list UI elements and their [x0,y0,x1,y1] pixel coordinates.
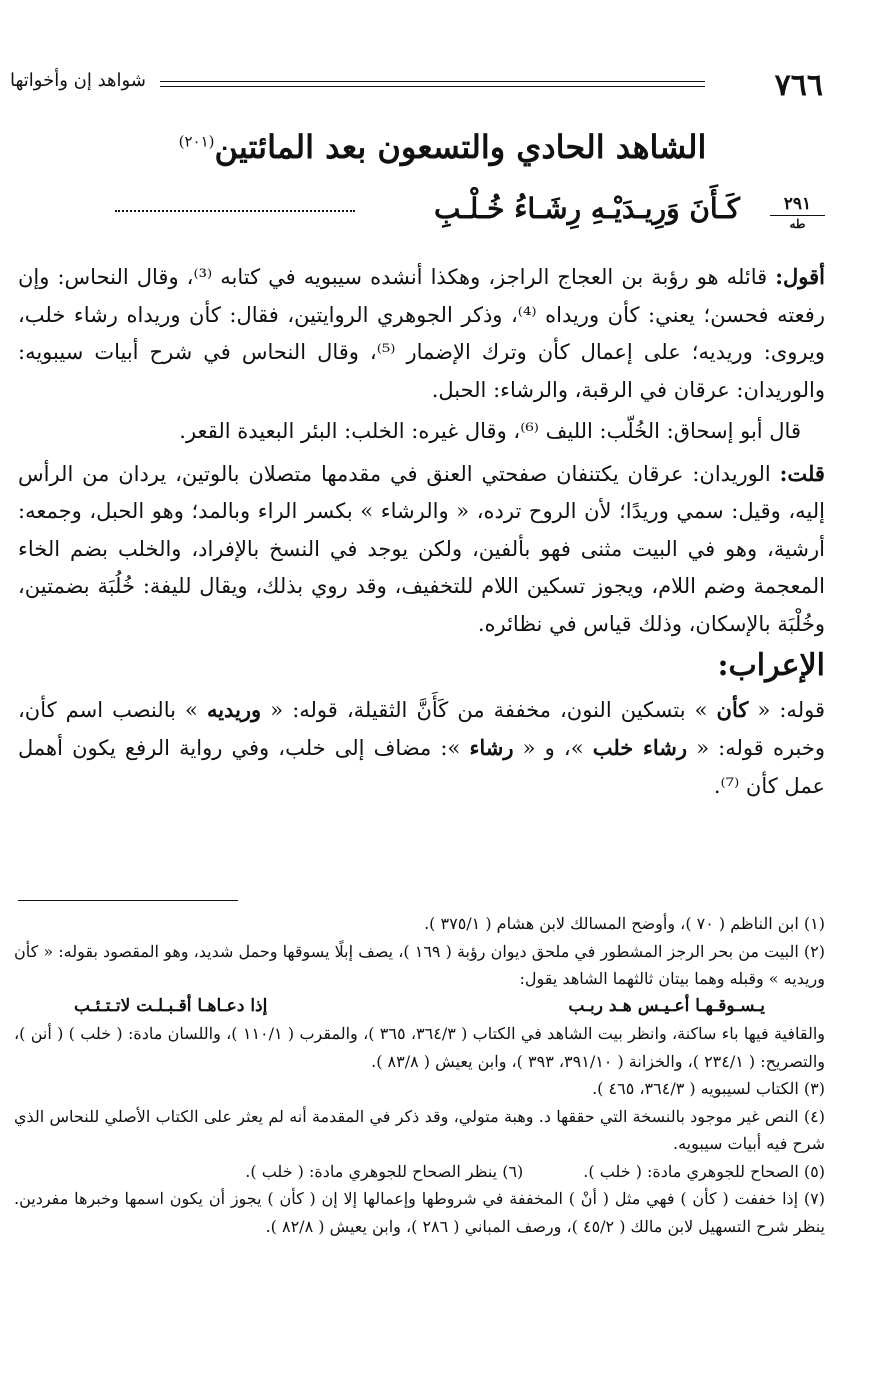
verse-number-box [770,194,825,231]
footnote: (٧) إذا خففت ( كأن ) فهي مثل ( أنْ ) المخففة في شروطها وإعمالها إلا إن ( كأن ) يجوز أن يكون اسمها وخبرها مفردين. ينظر شرح التسهيل لابن مالك ( ٤٥/٢ )، ورصف المباني ( ٢٨٦ )، وابن يعيش ( ٨٢/٨ ). [14,1189,825,1236]
text-run: » بالنصب اسم كأن، وخبره قوله: « [18,697,825,760]
verse-line [95,192,825,240]
footnote-verse [14,993,825,1021]
running-header [10,68,823,108]
bold-term: رشاء خلب [592,735,688,760]
footnote-verse-second-hemistich: إذا دعـاهـا أقـبـلـت لاتـتـئـب [74,995,268,1016]
footnote-separator [18,900,238,901]
header-rule [160,86,705,87]
paragraph-text: الوريدان: عرقان يكتنفان صفحتي العنق في مقدمها متصلان بالوتين، يردان من الرأس إليه، وقيل: سمي وريدًا؛ لأن الروح ترده، « والرشاء » بكسر الراء وبالمد؛ وهو الحبل، وجمعه: أرشية، وهو في البيت مثنى فهو بألفين، ولكن يوجد في النسخ بالإفراد، والخلب بضم الخاء المعجمة وضم اللام، ويجوز تسكين اللام للتخفيف، وقد روي بذلك، ويقال لليفة: خُلُبَة بضمتين، وخُلْبَة بالإسكان، وذلك قياس في نظائره. [18,461,825,636]
verse-text: كَـأَنَ وَرِيـدَيْـهِ رِشَـاءُ خُـلْـبِ [434,192,740,225]
footnotes [14,910,825,1240]
chapter-title [0,128,885,166]
verse-number: ٢٩١ [783,194,812,214]
text-run: قوله: « [748,697,825,722]
footnote: والقافية فيها باء ساكنة، وانظر بيت الشاهد في الكتاب ( ٣٦٤/٣، ٣٦٥ )، والمقرب ( ١١٠/١ )، واللسان مادة: ( خلب ) ( أنن )، والتصريح: ( ٢٣٤/١ )، والخزانة ( ٣٩١/١٠، ٣٩٣ )، وابن يعيش ( ٨٣/٨ ). [14,1024,826,1071]
paragraph [18,455,825,644]
page-number: ٧٦٦ [774,68,823,103]
paragraph-text: قائله هو رؤبة بن العجاج الراجز، وهكذا أنشده سيبويه في كتابه ⁽³⁾، وقال النحاس: وإن رفعته فحسن؛ يعني: كأن وريداه ⁽⁴⁾، وذكر الجوهري الروايتين، فقال: كأن وريداه رشاء خلب، ويروى: وريديه؛ على إعمال كأن وترك الإضمار ⁽⁵⁾، وقال النحاس في شرح أبيات سيبويه: والوريدان: عرقان في الرقبة، والرشاء: الحبل. [18,265,825,402]
verse-dotted-line [115,210,355,212]
chapter-footnote-ref: (٢٠١) [178,132,215,151]
footnote-row [14,1158,825,1186]
footnote: (٥) الصحاح للجوهري مادة: ( خلب ). [583,1161,825,1181]
running-title: شواهد إن وأخواتها [10,70,146,91]
text-run: » بتسكين النون، مخففة من كَأَنَّ الثقيلة، قوله: « [261,697,717,722]
text-run: »، و « [513,736,593,760]
bold-term: وريديه [206,696,262,722]
paragraph [18,413,825,451]
paragraph [18,691,825,806]
bold-term: كأن [716,696,749,722]
header-rule [160,81,705,82]
paragraph-lead: قلت: [779,460,825,486]
footnote: (٦) ينظر الصحاح للجوهري مادة: ( خلب ). [245,1161,524,1181]
paragraph-text: قال أبو إسحاق: الخُلّب: الليف ⁽⁶⁾، وقال غيره: الخلب: البئر البعيدة القعر. [179,419,801,443]
footnote: (٣) الكتاب لسيبويه ( ٣٦٤/٣، ٤٦٥ ). [592,1079,825,1098]
paragraph-lead: أقول: [775,264,825,289]
footnote: (٤) النص غير موجود بالنسخة التي حققها د. وهبة متولي، وقد ذكر في المقدمة أنه لم يعثر على الكتاب الأصلي للنحاس الذي شرح فيه أبيات سيبويه. [14,1106,825,1153]
footnote-verse-first-hemistich: يـسـوقـهـا أعـيـس هـد ربـب [568,995,765,1016]
footnote: (١) ابن الناظم ( ٧٠ )، وأوضح المسالك لابن هشام ( ٣٧٥/١ ). [424,914,825,933]
chapter-title-text: الشاهد الحادي والتسعون بعد المائتين [214,128,707,166]
bold-term: رشاء [469,735,514,760]
main-text [18,258,825,809]
text-run: »: مضاف إلى خلب، وفي رواية الرفع يكون أهمل عمل كأن ⁽⁷⁾. [18,736,825,798]
paragraph [18,258,825,409]
verse-number-rule [770,215,825,216]
footnote: (٢) البيت من بحر الرجز المشطور في ملحق ديوان رؤبة ( ١٦٩ )، يصف إبلًا يسوقها وحمل شديد، وهو المقصود بقوله: « كأن وريديه » وقبله وهما بيتان ثالثهما الشاهد يقول: [14,941,825,988]
verse-meter: طه [789,217,806,231]
section-heading: الإعراب: [717,648,825,683]
